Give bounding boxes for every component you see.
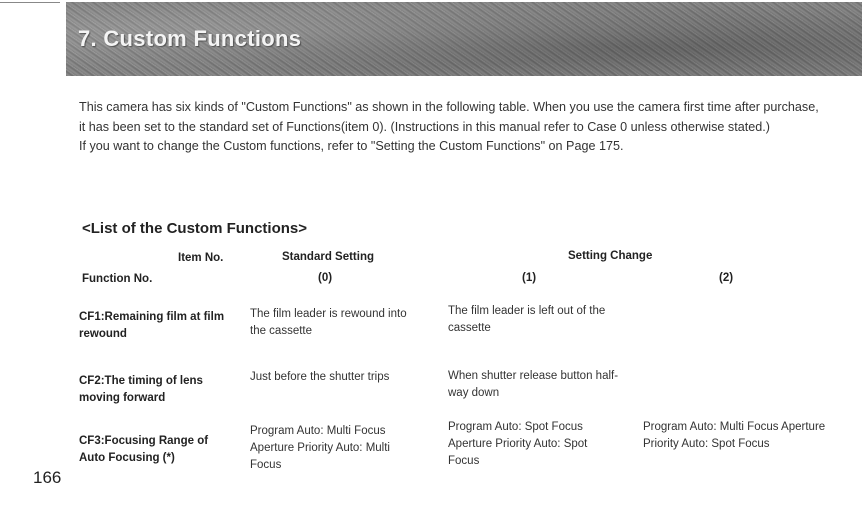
table-row-standard: The film leader is rewound into the cassette: [250, 308, 407, 337]
top-rule: [0, 2, 60, 3]
table-row-function: CF1:Remaining film at film rewound: [79, 311, 225, 340]
header-change-index-1: (1): [522, 272, 537, 284]
page-number: 166: [33, 468, 62, 487]
table-row-function: CF2:The timing of lens moving forward: [79, 375, 203, 404]
table-row-change-1: When shutter release button half-way down: [448, 370, 619, 399]
list-title: <List of the Custom Functions>: [82, 220, 308, 237]
header-standard-index: (0): [318, 272, 333, 284]
header-standard-setting: Standard Setting: [282, 251, 375, 263]
section-banner: [66, 2, 862, 76]
table-row-change-2: Program Auto: Multi Focus Aperture Priority Auto: Spot Focus: [643, 421, 826, 450]
section-title: 7. Custom Functions: [78, 26, 302, 51]
table-row-change-1: The film leader is left out of the cassette: [448, 305, 606, 334]
header-change-index-2: (2): [719, 272, 734, 284]
intro-paragraph-2: If you want to change the Custom functions, refer to "Setting the Custom Functions" on Page 175.: [79, 139, 624, 153]
table-row-standard: Program Auto: Multi Focus Aperture Priority Auto: Multi Focus: [250, 425, 390, 471]
table-row-function: CF3:Focusing Range of Auto Focusing (*): [79, 435, 209, 464]
intro-paragraph-1: This camera has six kinds of "Custom Functions" as shown in the following table. When you use the camera first time after purchase, it has been set to the standard set of Functions(item 0). (Instructions in this manual refer to Case 0 unless otherwise stated.): [79, 100, 819, 134]
header-setting-change: Setting Change: [568, 250, 653, 262]
header-function-no: Function No.: [82, 273, 153, 285]
intro-text: [79, 98, 819, 157]
header-item-no: Item No.: [178, 252, 224, 264]
table-row-change-1: Program Auto: Spot Focus Aperture Priority Auto: Spot Focus: [448, 421, 588, 467]
table-row-standard: Just before the shutter trips: [250, 371, 390, 383]
